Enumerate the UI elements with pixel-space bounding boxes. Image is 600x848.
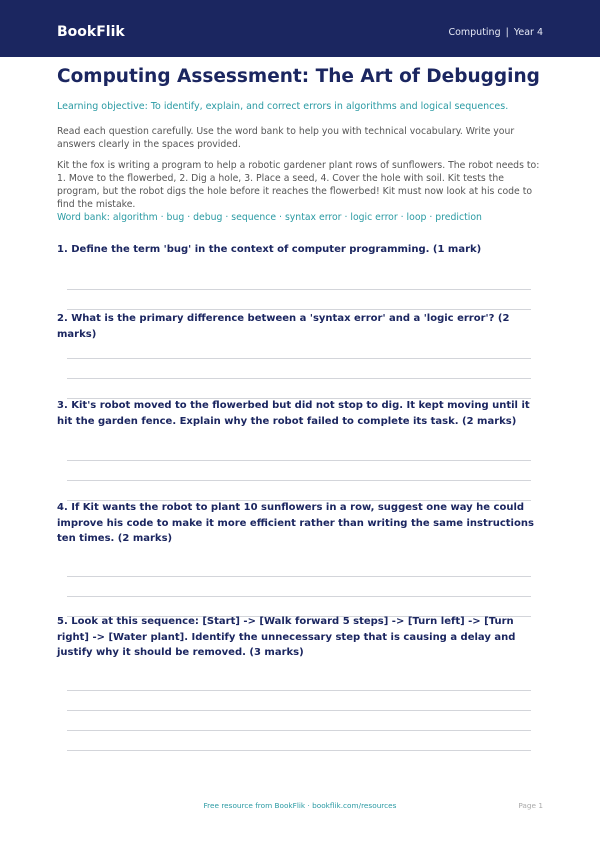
question-2: 2. What is the primary difference between a 'syntax error' and a 'logic error'? (2 marks) [57, 313, 510, 340]
page-number: Page 1 [518, 801, 543, 810]
header-meta [448, 27, 543, 39]
subject-label: Computing [448, 27, 501, 38]
answer-line[interactable] [67, 730, 531, 731]
year-label: Year 4 [513, 27, 543, 38]
answer-line[interactable] [67, 596, 531, 597]
page-title: Computing Assessment: The Art of Debugging [57, 66, 540, 87]
answer-line[interactable] [67, 289, 531, 290]
footer-source-link[interactable]: Free resource from BookFlik · bookflik.com/resources [203, 801, 397, 810]
learning-objective: Learning objective: To identify, explain, and correct errors in algorithms and logical sequences. [57, 101, 509, 112]
page-header [0, 0, 600, 57]
word-bank: Word bank: algorithm · bug · debug · sequence · syntax error · logic error · loop · prediction [57, 212, 482, 223]
answer-line[interactable] [67, 576, 531, 577]
answer-line[interactable] [67, 309, 531, 310]
question-4: 4. If Kit wants the robot to plant 10 sunflowers in a row, suggest one way he could improve his code to make it more efficient rather than writing the same instructions ten times. (2 marks) [57, 502, 534, 544]
question-5: 5. Look at this sequence: [Start] -> [Walk forward 5 steps] -> [Turn left] -> [Turn right] -> [Water plant]. Identify the unnecessary step that is causing a delay and justify why it should be removed. (3 marks) [57, 616, 516, 658]
answer-line[interactable] [67, 750, 531, 751]
answer-line[interactable] [67, 710, 531, 711]
instructions-paragraph: Read each question carefully. Use the word bank to help you with technical vocabulary. Write your answers clearly in the spaces provided. [57, 126, 515, 150]
page-footer [0, 801, 600, 815]
answer-line[interactable] [67, 378, 531, 379]
brand-logo[interactable]: BookFlik [57, 24, 125, 40]
scenario-paragraph: Kit the fox is writing a program to help a robotic gardener plant rows of sunflowers. The robot needs to: 1. Move to the flowerbed, 2. Dig a hole, 3. Place a seed, 4. Cover the hole with soil. Kit tests the program, but the robot digs the hole before it reaches the flowerbed! Kit must now look at his code to find the mistake. [57, 160, 540, 210]
question-1: 1. Define the term 'bug' in the context of computer programming. (1 mark) [57, 244, 482, 255]
answer-line[interactable] [67, 460, 531, 461]
answer-line[interactable] [67, 690, 531, 691]
question-3: 3. Kit's robot moved to the flowerbed but did not stop to dig. It kept moving until it hit the garden fence. Explain why the robot failed to complete its task. (2 marks) [57, 400, 530, 427]
meta-separator: | [505, 27, 509, 38]
answer-line[interactable] [67, 358, 531, 359]
answer-line[interactable] [67, 480, 531, 481]
